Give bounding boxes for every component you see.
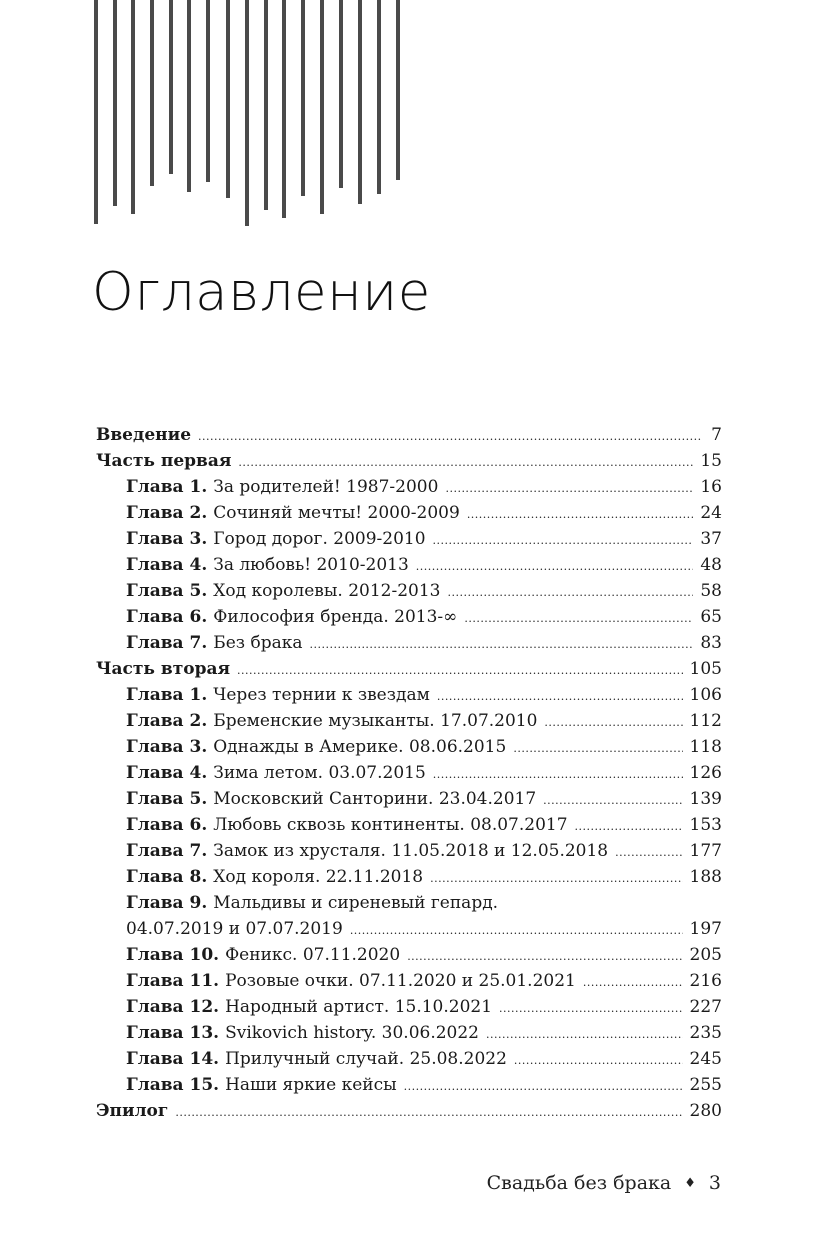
toc-page-number: 177 [689, 841, 722, 861]
toc-chapter-number: Глава 7. [126, 841, 208, 861]
dot-leader [175, 1100, 682, 1126]
toc-chapter-entry [96, 474, 722, 500]
dot-leader [404, 1074, 683, 1100]
toc-chapter-number: Глава 12. [126, 997, 220, 1017]
toc-chapter-title: 04.07.2019 и 07.07.2019 [126, 919, 343, 939]
toc-chapter-title: Город дорог. 2009-2010 [213, 529, 426, 549]
decorative-bar [131, 0, 135, 214]
toc-chapter-title: Прилучный случай. 25.08.2022 [225, 1049, 507, 1069]
toc-page-number: 280 [689, 1101, 722, 1121]
toc-chapter-entry [96, 682, 722, 708]
toc-chapter-title: Московский Санторини. 23.04.2017 [213, 789, 537, 809]
toc-chapter-number: Глава 15. [126, 1075, 220, 1095]
toc-chapter-title: Через тернии к звездам [213, 685, 430, 705]
dot-leader [467, 502, 694, 528]
toc-page-number: 16 [700, 477, 722, 497]
toc-chapter-title: За любовь! 2010-2013 [213, 555, 409, 575]
toc-page-number: 112 [689, 711, 722, 731]
toc-part-entry [96, 422, 722, 448]
decorative-bar [396, 0, 400, 180]
toc-chapter-entry [96, 578, 722, 604]
diamond-icon: ♦ [684, 1175, 696, 1191]
toc-chapter-number: Глава 4. [126, 763, 208, 783]
toc-chapter-title: Svikovich history. 30.06.2022 [225, 1023, 479, 1043]
toc-chapter-number: Глава 8. [126, 867, 208, 887]
toc-chapter-entry [96, 812, 722, 838]
toc-chapter-title: Философия бренда. 2013-∞ [213, 607, 458, 627]
decorative-bars [0, 0, 815, 240]
toc-chapter-entry [96, 1020, 722, 1046]
toc-chapter-entry [96, 864, 722, 890]
toc-chapter-title: Сочиняй мечты! 2000-2009 [213, 503, 460, 523]
decorative-bar [320, 0, 324, 214]
decorative-bar [150, 0, 154, 186]
toc-page-number: 118 [689, 737, 722, 757]
toc-page-number: 216 [689, 971, 722, 991]
toc-chapter-number: Глава 14. [126, 1049, 220, 1069]
toc-chapter-entry [96, 942, 722, 968]
toc-chapter-title: Однажды в Америке. 08.06.2015 [213, 737, 507, 757]
toc-page-number: 255 [689, 1075, 722, 1095]
dot-leader [583, 970, 683, 996]
toc-page-number: 58 [700, 581, 722, 601]
running-footer [487, 1172, 721, 1194]
toc-chapter-entry [96, 708, 722, 734]
toc-chapter-title: Зима летом. 03.07.2015 [213, 763, 426, 783]
toc-chapter-number: Глава 1. [126, 477, 208, 497]
toc-chapter-entry [96, 968, 722, 994]
toc-chapter-continuation [96, 916, 722, 942]
toc-chapter-title: Народный артист. 15.10.2021 [225, 997, 493, 1017]
toc-part-entry [96, 448, 722, 474]
decorative-bar [169, 0, 173, 174]
toc-chapter-title: Замок из хрусталя. 11.05.2018 и 12.05.2018 [213, 841, 609, 861]
toc-chapter-title: Без брака [213, 633, 303, 653]
toc-page-number: 24 [700, 503, 722, 523]
toc-page-number: 48 [700, 555, 722, 575]
toc-page-number: 245 [689, 1049, 722, 1069]
toc-chapter-title: Наши яркие кейсы [225, 1075, 397, 1095]
toc-chapter-entry [96, 500, 722, 526]
toc-chapter-title: Ход короля. 22.11.2018 [213, 867, 424, 887]
toc-chapter-number: Глава 5. [126, 789, 208, 809]
decorative-bar [264, 0, 268, 210]
decorative-bar [282, 0, 286, 218]
toc-part-entry [96, 1098, 722, 1124]
decorative-bar [301, 0, 305, 196]
toc-chapter-entry [96, 734, 722, 760]
dot-leader [575, 814, 683, 840]
decorative-bar [206, 0, 210, 182]
decorative-bar [377, 0, 381, 194]
dot-leader [433, 762, 683, 788]
toc-entry-label: Часть первая [96, 451, 232, 471]
dot-leader [238, 450, 693, 476]
footer-book-title: Свадьба без брака [486, 1172, 672, 1194]
toc-page-number: 139 [689, 789, 722, 809]
toc-chapter-number: Глава 2. [126, 711, 208, 731]
toc-chapter-number: Глава 5. [126, 581, 208, 601]
dot-leader [198, 424, 701, 450]
decorative-bar [94, 0, 98, 224]
toc-page-number: 188 [689, 867, 722, 887]
dot-leader [309, 632, 693, 658]
toc-chapter-title: За родителей! 1987-2000 [213, 477, 439, 497]
toc-chapter-entry [96, 552, 722, 578]
toc-chapter-number: Глава 6. [126, 815, 208, 835]
dot-leader [430, 866, 682, 892]
toc-page-number: 65 [700, 607, 722, 627]
dot-leader [514, 1048, 683, 1074]
toc-chapter-number: Глава 9. [126, 893, 208, 913]
dot-leader [445, 476, 693, 502]
toc-chapter-entry [96, 630, 722, 656]
toc-chapter-number: Глава 13. [126, 1023, 220, 1043]
toc-page-number: 153 [689, 815, 722, 835]
dot-leader [437, 684, 683, 710]
toc-chapter-entry [96, 760, 722, 786]
toc-chapter-entry [96, 526, 722, 552]
dot-leader [615, 840, 682, 866]
dot-leader [464, 606, 693, 632]
toc-chapter-number: Глава 1. [126, 685, 208, 705]
toc-chapter-title: Любовь сквозь континенты. 08.07.2017 [213, 815, 568, 835]
dot-leader [513, 736, 682, 762]
toc-chapter-number: Глава 4. [126, 555, 208, 575]
dot-leader [237, 658, 683, 684]
dot-leader [486, 1022, 683, 1048]
toc-chapter-number: Глава 3. [126, 529, 208, 549]
toc-chapter-title: Ход королевы. 2012-2013 [213, 581, 441, 601]
dot-leader [433, 528, 694, 554]
toc-chapter-title: Феникс. 07.11.2020 [225, 945, 401, 965]
dot-leader [407, 944, 682, 970]
toc-page-number: 83 [700, 633, 722, 653]
toc-chapter-entry [96, 604, 722, 630]
toc-chapter-entry [96, 1046, 722, 1072]
dot-leader [543, 788, 682, 814]
table-of-contents [96, 422, 722, 1124]
toc-page-number: 105 [689, 659, 722, 679]
toc-chapter-title: Мальдивы и сиреневый гепард. [213, 893, 499, 913]
toc-page-number: 235 [689, 1023, 722, 1043]
toc-chapter-entry [96, 1072, 722, 1098]
toc-chapter-entry [96, 838, 722, 864]
dot-leader [447, 580, 693, 606]
toc-part-entry [96, 656, 722, 682]
decorative-bar [187, 0, 191, 192]
toc-entry-label: Часть вторая [96, 659, 231, 679]
dot-leader [350, 918, 683, 944]
toc-entry-label: Введение [96, 425, 192, 445]
toc-page-number: 197 [689, 919, 722, 939]
toc-chapter-number: Глава 11. [126, 971, 220, 991]
page-title: Оглавление [92, 262, 431, 323]
dot-leader [416, 554, 694, 580]
toc-page-number: 7 [711, 425, 722, 445]
decorative-bar [226, 0, 230, 198]
dot-leader [499, 996, 683, 1022]
toc-entry-label: Эпилог [96, 1101, 169, 1121]
decorative-bar [339, 0, 343, 188]
footer-page-number: 3 [708, 1172, 721, 1194]
toc-chapter-number: Глава 7. [126, 633, 208, 653]
toc-chapter-entry [96, 994, 722, 1020]
toc-chapter-number: Глава 6. [126, 607, 208, 627]
toc-chapter-title: Бременские музыканты. 17.07.2010 [213, 711, 538, 731]
dot-leader [544, 710, 682, 736]
decorative-bar [245, 0, 249, 226]
toc-chapter-number: Глава 3. [126, 737, 208, 757]
toc-chapter-title: Розовые очки. 07.11.2020 и 25.01.2021 [225, 971, 576, 991]
decorative-bar [358, 0, 362, 204]
toc-page-number: 37 [700, 529, 722, 549]
toc-page-number: 126 [689, 763, 722, 783]
toc-chapter-entry [96, 786, 722, 812]
toc-chapter-number: Глава 2. [126, 503, 208, 523]
toc-chapter-number: Глава 10. [126, 945, 220, 965]
toc-chapter-entry [96, 890, 722, 916]
toc-page-number: 227 [689, 997, 722, 1017]
toc-page-number: 15 [700, 451, 722, 471]
toc-page-number: 205 [689, 945, 722, 965]
decorative-bar [113, 0, 117, 206]
toc-page-number: 106 [689, 685, 722, 705]
